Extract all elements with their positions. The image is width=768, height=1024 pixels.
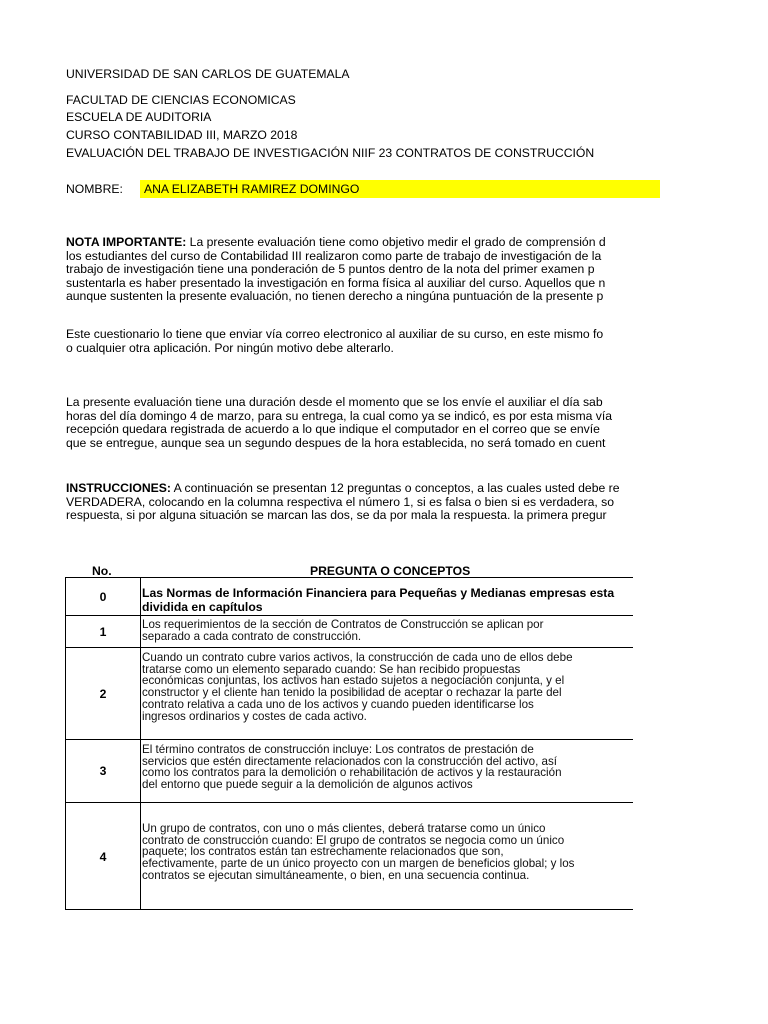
send-line-1: Este cuestionario lo tiene que enviar vía correo electronico al auxiliar de su curso, en este mismo fo (66, 327, 604, 341)
questions-table (65, 577, 633, 910)
table-row (66, 803, 633, 910)
duration-paragraph (66, 396, 612, 450)
course-title: CURSO CONTABILIDAD III, MARZO 2018 (66, 128, 298, 142)
question-line: económicas conjuntas, los activos han estado sujetos a negociación conjunta, y el (142, 674, 565, 688)
question-line: como los contratos para la demolición o rehabilitación de activos y la restauración (142, 766, 562, 780)
faculty-title: FACULTAD DE CIENCIAS ECONOMICAS (66, 93, 296, 107)
question-line: ingresos ordinarios y costes de cada activo. (142, 709, 367, 723)
duration-line-4: que se entregue, aunque sea un segundo despues de la hora establecida, no será tomado en cuent (66, 435, 606, 450)
table-row (66, 740, 633, 803)
question-line: contratos se ejecutan simultáneamente, o bien, en una secuencia continua. (142, 868, 530, 882)
question-line: servicios que estén directamente relacionados con la construcción del activo, así (142, 754, 558, 768)
instructions-lead: INSTRUCCIONES: (66, 481, 171, 495)
note-line-1: La presente evaluación tiene como objetivo medir el grado de comprensión d (186, 235, 606, 249)
note-line-3: trabajo de investigación tiene una ponderación de 5 puntos dentro de la nota del primer examen p (66, 262, 595, 276)
instructions-line-3: respuesta, si por alguna situación se marcan las dos, se da por mala la respuesta. la primera pregur (66, 508, 607, 522)
row-number: 1 (66, 616, 141, 647)
row-number: 4 (66, 803, 141, 910)
question-line: dividida en capítulos (142, 599, 263, 614)
question-line: Un grupo de contratos, con uno o más clientes, deberá tratarse como un único (142, 822, 546, 835)
note-line-4: sustentarla es haber presentado la investigación en forma física al auxiliar del curso. Aquellos que n (66, 275, 606, 290)
row-number: 3 (66, 740, 141, 802)
table-row (66, 616, 633, 648)
question-cell[interactable] (142, 740, 633, 806)
university-title: UNIVERSIDAD DE SAN CARLOS DE GUATEMALA (66, 67, 350, 81)
question-line: efectivamente, parte de un único proyecto con un margen de beneficios global; y los (142, 857, 575, 871)
send-instructions (66, 328, 603, 355)
question-line: Cuando un contrato cubre varios activos, la construcción de cada uno de ellos debe (142, 651, 573, 664)
column-header-question: PREGUNTA O CONCEPTOS (310, 564, 471, 578)
duration-line-2: horas del día domingo 4 de marzo, para su entrega, la cual como ya se indicó, es por esta misma vía (66, 408, 613, 423)
question-line: constructor y el cliente han tenido la posibilidad de aceptar o rechazar la parte del (142, 686, 562, 700)
question-line: paquete; los contratos están tan estrechamente relacionados que son, (142, 845, 504, 859)
column-header-no: No. (92, 564, 112, 578)
question-line: contrato de construcción cuando: El grupo de contratos se negocia como un único (142, 833, 565, 847)
question-cell[interactable] (142, 616, 633, 650)
duration-line-1: La presente evaluación tiene una duración desde el momento que se los envíe el auxiliar el día sab (66, 395, 603, 409)
instructions-line-2: VERDADERA, colocando en la columna respectiva el número 1, si es falsa o bien si es verdadera, so (66, 494, 615, 509)
duration-line-3: recepción quedara registrada de acuerdo a lo que indique el computador en el correo que se envíe (66, 422, 600, 436)
note-line-5: aunque sustenten la presente evaluación, no tienen derecho a ningúna puntuación de la presente p (66, 289, 604, 303)
note-line-2: los estudiantes del curso de Contabilidad III realizaron como parte de trabajo de investigación de la (66, 248, 602, 263)
send-line-2: o cualquier otra aplicación. Por ningún motivo debe alterarlo. (66, 340, 394, 355)
row-number: 0 (66, 578, 141, 615)
table-row (66, 648, 633, 740)
question-line: separado a cada contrato de construcción. (142, 629, 362, 643)
school-title: ESCUELA DE AUDITORIA (66, 110, 212, 124)
instructions-paragraph (66, 482, 620, 523)
question-line: Los requerimientos de la sección de Contratos de Construcción se aplican por (142, 618, 544, 631)
note-lead: NOTA IMPORTANTE: (66, 235, 187, 249)
question-cell[interactable] (142, 648, 633, 743)
important-note (66, 236, 606, 304)
question-line: del entorno que puede seguir a la demolición de algunos activos (142, 778, 473, 792)
evaluation-title: EVALUACIÓN DEL TRABAJO DE INVESTIGACIÓN NIIF 23 CONTRATOS DE CONSTRUCCIÓN (66, 146, 595, 160)
table-row (66, 578, 633, 616)
question-line: Las Normas de Información Financiera para Pequeñas y Medianas empresas esta (142, 586, 615, 600)
student-name[interactable]: ANA ELIZABETH RAMIREZ DOMINGO (144, 182, 360, 196)
question-line: contrato relativa a cada uno de los activos y cuando pueden identificarse los (142, 697, 534, 711)
question-cell[interactable] (142, 803, 633, 910)
row-number: 2 (66, 648, 141, 739)
question-line: El término contratos de construcción incluye: Los contratos de prestación de (142, 743, 534, 756)
question-line: tratarse como un elemento separado cuando: Se han recibido propuestas (142, 662, 521, 676)
instructions-line-1: A continuación se presentan 12 preguntas o conceptos, a las cuales usted debe re (170, 481, 620, 495)
name-label: NOMBRE: (66, 182, 123, 196)
